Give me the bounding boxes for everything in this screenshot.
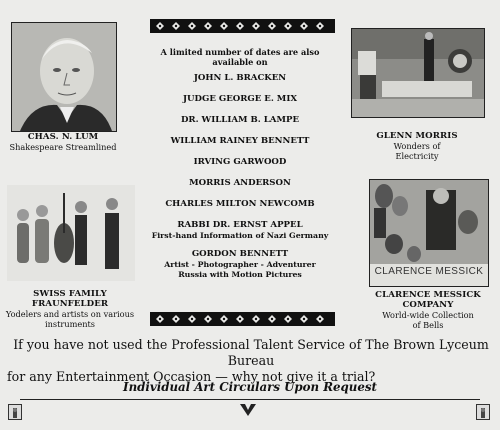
footer-text: Individual Art Circulars Upon Request [123,380,377,394]
speaker-name: CHARLES MILTON NEWCOMB [165,199,315,209]
performer-name-line2: FRAUNFELDER [31,299,109,309]
performer-name-line1: SWISS FAMILY [33,289,107,299]
speaker-name: JUDGE GEORGE E. MIX [182,94,298,104]
performer-desc-line1: Wonders of [393,141,441,151]
bells-photo-messick [369,179,489,287]
center-ornament-icon [238,402,258,418]
promo-line2: for any Entertainment Occasion — why not give it a trial? [7,369,376,384]
speaker-subtitle: First-hand Information of Nazi Germany [151,231,329,240]
photo-label: CLARENCE MESSICK [374,266,484,277]
right-corner-ornament-icon [476,404,490,420]
portrait-photo-lum [11,22,117,132]
performer-desc-line2: of Bells [412,320,444,330]
speaker-name: RABBI DR. ERNST APPEL [177,220,303,230]
intro-line: A limited number of dates are also available on [160,47,320,67]
speaker-subtitle: Artist - Photographer - Adventurer [164,260,316,269]
promo-line1: If you have not used the Professional Talent Service of The Brown Lyceum Bureau [13,337,489,368]
left-corner-ornament-icon [8,404,22,420]
performer-name-line1: CLARENCE MESSICK [375,290,481,300]
speaker-subtitle: Russia with Motion Pictures [178,270,302,279]
speaker-name: IRVING GARWOOD [193,157,287,167]
group-photo-fraunfelder [7,185,135,281]
promo-paragraph [6,337,496,385]
footer-rule [20,399,480,400]
decorative-border-bottom [150,312,335,326]
stage-photo-morris [351,28,485,118]
speaker-name: DR. WILLIAM B. LAMPE [180,115,299,125]
footer-request [0,380,500,394]
caption-lum [4,132,122,152]
caption-messick [361,290,495,330]
decorative-border-top [150,19,335,33]
performer-desc-line2: Electricity [395,151,439,161]
speaker-name: WILLIAM RAINEY BENNETT [170,136,310,146]
caption-fraunfelder [0,289,140,329]
speaker-list [140,73,340,280]
speaker-name: MORRIS ANDERSON [189,178,291,188]
performer-name: GLENN MORRIS [376,131,458,141]
performer-name: CHAS. N. LUM [27,132,99,142]
performer-desc-line1: World-wide Collection [382,310,474,320]
performer-desc-line2: instruments [45,319,95,329]
caption-morris [356,131,478,161]
speaker-name: GORDON BENNETT [191,249,289,259]
performer-desc-line1: Yodelers and artists on various [5,309,135,319]
performer-desc: Shakespeare Streamlined [9,142,117,152]
speaker-name: JOHN L. BRACKEN [193,73,287,83]
performer-name-line2: COMPANY [402,300,454,310]
intro-text [140,47,340,67]
